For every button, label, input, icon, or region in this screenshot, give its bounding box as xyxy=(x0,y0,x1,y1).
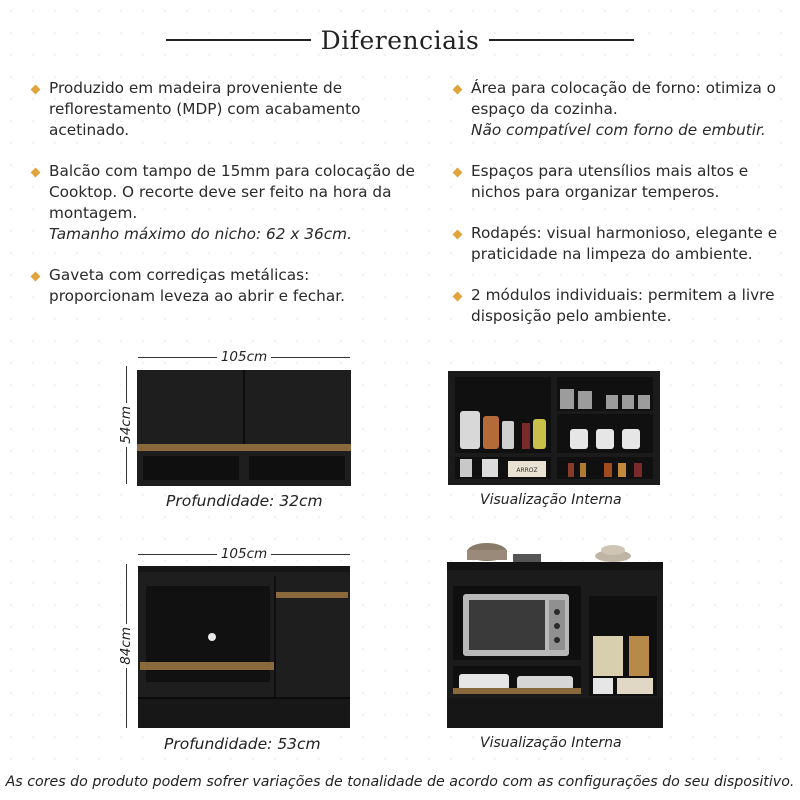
lower-depth-caption: Profundidade: 53cm xyxy=(164,735,321,753)
upper-cabinet-interior-image xyxy=(448,371,660,485)
feature-item xyxy=(452,161,792,203)
feature-item xyxy=(452,285,792,327)
feature-item xyxy=(452,223,792,265)
rice-package-label: ARROZ xyxy=(516,467,538,474)
lower-height-label: 84cm xyxy=(118,627,134,665)
features-right xyxy=(452,78,792,347)
title-line-left xyxy=(166,39,311,41)
footer-disclaimer: As cores do produto podem sofrer variações de tonalidade de acordo com as configurações do seu dispositivo. xyxy=(5,774,795,790)
upper-height-label: 54cm xyxy=(118,406,134,444)
upper-width-label: 105cm xyxy=(220,349,268,365)
feature-text: Balcão com tampo de 15mm para colocação de Cooktop. O recorte deve ser feito na hora da montagem. xyxy=(49,162,415,222)
upper-depth-caption: Profundidade: 32cm xyxy=(166,492,323,510)
lower-height-dimension xyxy=(119,564,133,728)
upper-interior-caption: Visualização Interna xyxy=(480,492,622,508)
upper-height-dimension xyxy=(119,366,133,484)
lower-width-label: 105cm xyxy=(220,546,268,562)
diamond-bullet-icon xyxy=(453,292,463,302)
title-text: Diferenciais xyxy=(320,25,480,55)
feature-text: Área para colocação de forno: otimiza o espaço da cozinha. xyxy=(471,79,777,118)
lower-width-dimension xyxy=(138,547,350,561)
upper-cabinet-closed-image xyxy=(137,370,351,486)
diamond-bullet-icon xyxy=(453,168,463,178)
feature-note: Tamanho máximo do nicho: 62 x 36cm. xyxy=(49,225,352,243)
diamond-bullet-icon xyxy=(31,168,41,178)
feature-text: Espaços para utensílios mais altos e nichos para organizar temperos. xyxy=(471,162,749,201)
feature-item xyxy=(30,78,420,141)
feature-item xyxy=(30,265,420,307)
title-line-right xyxy=(489,39,634,41)
lower-cabinet-closed-image xyxy=(138,566,350,728)
feature-note: Não compatível com forno de embutir. xyxy=(471,121,766,139)
diamond-bullet-icon xyxy=(31,272,41,282)
feature-text: Produzido em madeira proveniente de reflorestamento (MDP) com acabamento acetinado. xyxy=(49,79,361,139)
feature-text: 2 módulos individuais: permitem a livre disposição pelo ambiente. xyxy=(471,286,775,325)
section-title xyxy=(0,22,800,58)
feature-item xyxy=(30,161,420,245)
diamond-bullet-icon xyxy=(31,85,41,95)
feature-item xyxy=(452,78,792,141)
upper-width-dimension xyxy=(138,350,350,364)
lower-interior-caption: Visualização Interna xyxy=(480,735,622,751)
lower-cabinet-interior-image xyxy=(447,538,663,728)
feature-text: Rodapés: visual harmonioso, elegante e praticidade na limpeza do ambiente. xyxy=(471,224,778,263)
diamond-bullet-icon xyxy=(453,230,463,240)
feature-text: Gaveta com corrediças metálicas: proporcionam leveza ao abrir e fechar. xyxy=(49,266,345,305)
features-left xyxy=(30,78,420,327)
diamond-bullet-icon xyxy=(453,85,463,95)
